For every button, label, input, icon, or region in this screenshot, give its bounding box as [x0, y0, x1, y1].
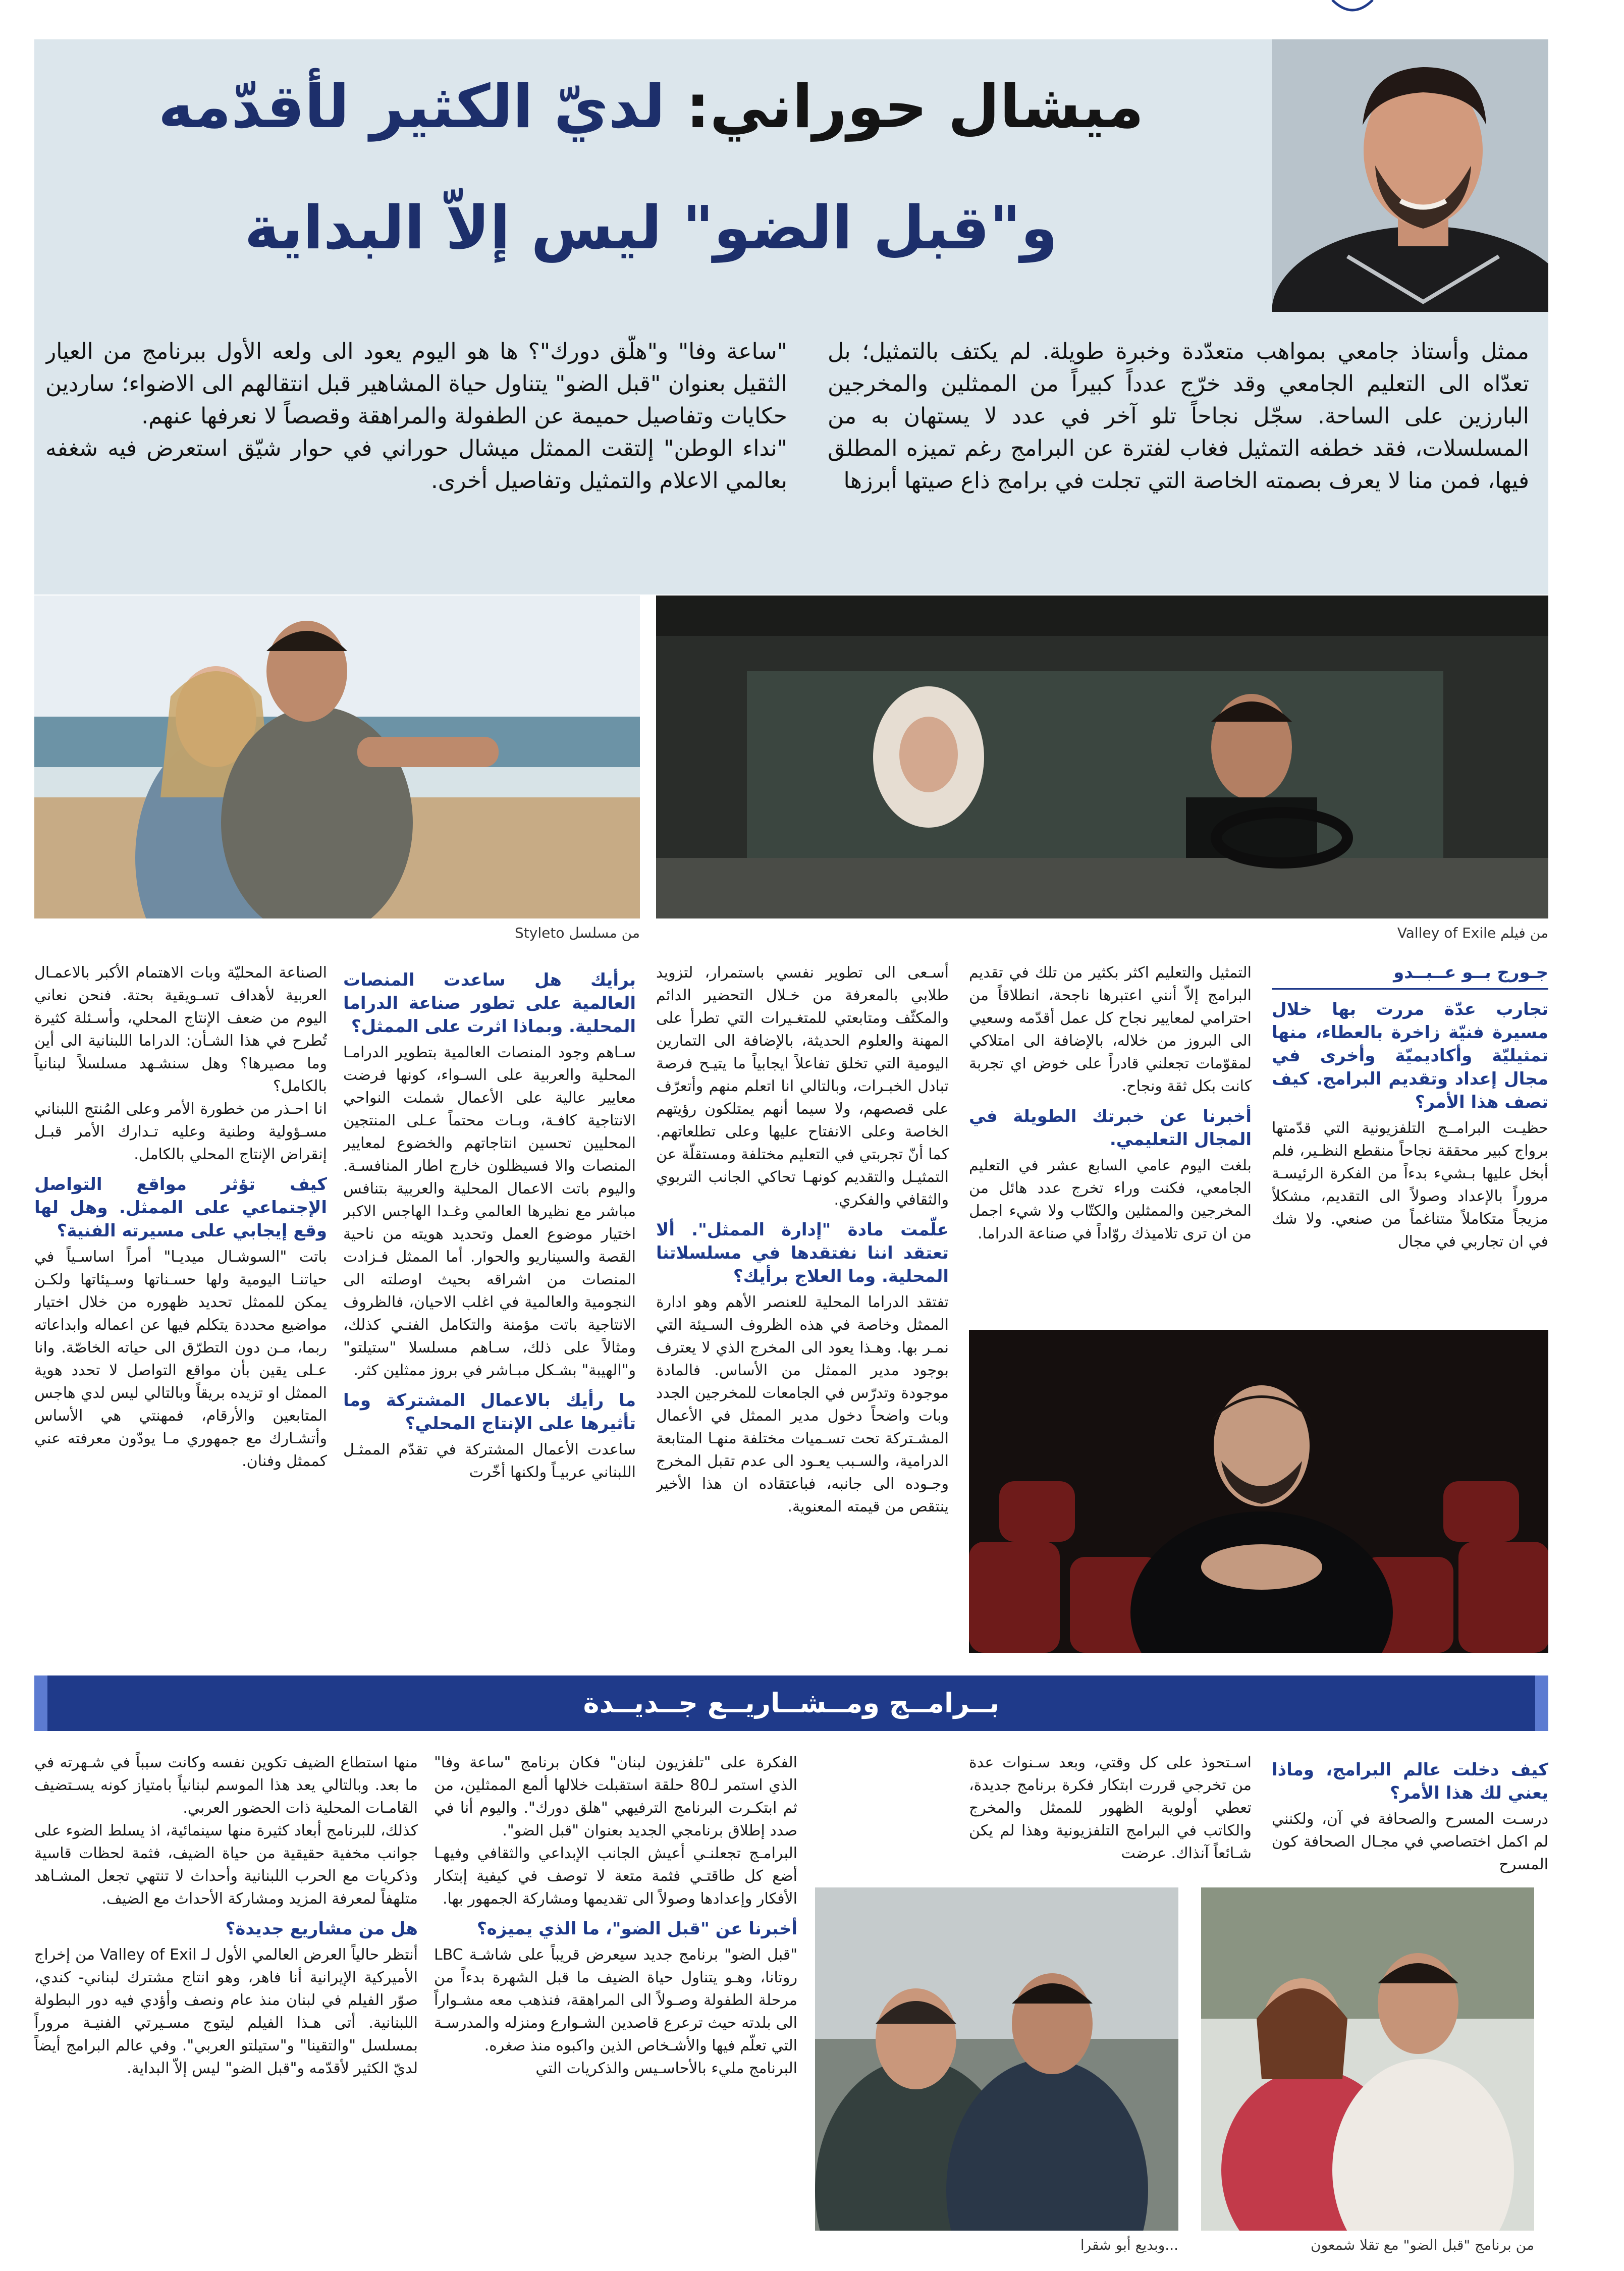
- answer-qabl-el-daw-cont: البرنامج مليء بالأحاسـيس والذكريات التي: [535, 2060, 797, 2077]
- bottom-column-3: [434, 1751, 797, 2256]
- answer-career-cont: التمثيل والتعليم اكثر بكثير من تلك في تقديم البرامج إلاّ أنني اعتبرها ناجحة، انطلاقاً من احترامي لمعايير نجاح كل عمل أقدّمه وسعيي الى البروز من خلاله، بالإضافة الى امتلاكي لمقوّمات تجعلني قادراً على خوض اي تجربة كانت بكل ثقة ونجاح.: [969, 964, 1252, 1095]
- question-platforms: برأيك هل ساعدت المنصات العالمية على تطور صناعة الدراما المحلية. وبماذا اثرت على الممثل؟: [343, 970, 636, 1037]
- intro-left-p2: "نداء الوطن" إلتقت الممثل ميشال حوراني في حوار شيّق استعرض فيه شغفه بعالمي الاعلام والتمثيل وتفاصيل أخرى.: [45, 436, 787, 494]
- caption-takla-chamoun: من برنامج "قبل الضو" مع تقلا شمعون: [1311, 2237, 1534, 2253]
- answer-program-ideas: الفكرة على "تلفزيون لبنان" فكان برنامج "ساعة وفا" الذي استمر لـ80 حلقة استقبلت خلالها ألمع الممثلين، من ثم ابتكـرت البرنامج الترفيهي "هلق دورك". واليوم أنا في صدد إطلاق برنامجي الجديد بعنوان "قبل الضو".: [434, 1754, 797, 1840]
- answer-teaching: بلغت اليوم عامي السابع عشر في التعليم الجامعي، فكنت وراء تخرج عدد هائل من المخرجين والممثلين والكتّاب ولا شيء اجمل من ان ترى تلاميذك روّاداً في صناعة الدراما.: [969, 1157, 1252, 1242]
- headline-quote: لديّ الكثير لأقدّمه: [158, 72, 666, 141]
- bottom-column-1: [1272, 1751, 1548, 1882]
- answer-cinematic-dimensions: كذلك، للبرنامج أبعاد كثيرة منها سينمائية، اذ يسلط الضوء على جوانب مخفية حقيقية من حياة الضيف، فثمة لحظات قاسية وذكريات مع الحرب اللبنانية وأحداث لا تنتهي تجعل المشـاهد متلهفاً لمعرفة المزيد ومشاركة الأحداث مع الضيف.: [34, 1822, 418, 1908]
- article-column-3: [656, 961, 949, 1653]
- question-teaching: أخبرنا عن خبرتك الطويلة في المجال التعليمي.: [969, 1106, 1252, 1150]
- answer-joint-productions: ساعدت الأعمال المشتركة في تقدّم الممثـل اللبناني عربيـاً ولكنها أخّرت: [343, 1441, 636, 1481]
- intro-left-p1: "ساعة وفا" و"هلّق دورك"؟ ها هو اليوم يعود الى ولعه الأول ببرنامج من العيار الثقيل بعنوان "قبل الضو" يتناول حياة المشاهير قبل انتقالهم الى الاضواء؛ ساردين حكايات وتفاصيل حميمة عن الطفولة والمراهقة وقصصاً لا نعرفها عنهم.: [45, 339, 787, 429]
- photo-with-takla-chamoun: [1201, 1887, 1534, 2231]
- article-column-1: [1272, 961, 1548, 1325]
- answer-program-creativity: البرامـج تجعلنـي أعيش الجانب الإبداعي والثقافي وفيهـا أضع كل طاقتـي فثمة متعة لا توصف في كيفية إبتكار الأفكار وإعدادها وصولاً الى تقديمها ومشاركة الجمهور بها.: [434, 1845, 797, 1908]
- bottom-column-4: [34, 1751, 418, 2256]
- headline-line-2: و"قبل الضو" ليس إلاّ البداية: [244, 193, 1058, 262]
- bottom-column-2: [969, 1751, 1252, 1882]
- question-qabl-el-daw: أخبرنا عن "قبل الضو"، ما الذي يميزه؟: [476, 1919, 797, 1939]
- question-social-media: كيف تؤثر مواقع التواصل الإجتماعي على الممثل. وهل لها وقع إيجابي على مسيرته الفنية؟: [34, 1174, 327, 1241]
- article-column-2: [969, 961, 1252, 1325]
- section-heading-new-projects: بــرامــج ومــشــاريــع جــديــدة: [34, 1675, 1548, 1731]
- question-enter-programs: كيف دخلت عالم البرامج، وماذا يعني لك هذا الأمر؟: [1272, 1760, 1548, 1803]
- answer-new-projects: أنتظر حالياً العرض العالمي الأول لـ Valley of Exil من إخراج الأميركية الإيرانية أنا فاهر، وهو انتاج مشترك لبناني- كندي، صوّر الفيلم في لبنان منذ عام ونصف وأؤدي فيه دور البطولة اللبنانية. أتى هـذا الفيلم ليتوج مسـيرتي الفنيـة مروراً بمسلسل "والتقينا" و"ستيلتو العربي". وفي عالم البرامج أيضاً لديّ الكثير لأقدّمه و"قبل الضو" ليس إلاّ البداية.: [34, 1946, 418, 2077]
- question-actor-direction: علّمت مادة "إدارة الممثل". ألا تعتقد اننا نفتقدها في مسلسلاتنا المحلية. وما العلاج برأيك؟: [656, 1220, 949, 1286]
- question-new-projects: هل من مشاريع جديدة؟: [225, 1919, 418, 1939]
- byline: جـورج بــو عــبــدو: [1272, 961, 1548, 990]
- answer-qabl-el-daw: "قبل الضو" برنامج جديد سيعرض قريباً على شاشـة LBC روتانا، وهـو يتناول حياة الضيف ما قبل الشهرة بدءاً من مرحلة الطفولة وصـولاً الى المراهقة، فنذهب معه مشـواراً الى بلدته حيث ترعرع قاصدين الشـوارع ومنزله والمدرسـة التي تعلّم فيها والأشـخاص الذين واكبوه منذ صغره.: [434, 1946, 797, 2054]
- intro-left-text: [45, 336, 787, 578]
- answer-career: حظيـت البرامــج التلفزيونية التي قدّمتها برواج كبير محققة نجاحاً منقطع النظـير، فلم أبخل عليها بـشيء بدءاً من الفكرة الرئيسـة مروراً بالإعداد وصولاً الى التقديم، مشكلاً مزيجاً متكاملاً متناغماً من صنعي. ولا شك في ان تجاربي في مجال: [1272, 1119, 1548, 1251]
- portrait-photo: [1272, 39, 1548, 312]
- answer-actor-direction: تفتقد الدراما المحلية للعنصر الأهم وهو ادارة الممثل وخاصة في هذه الظروف السـيئة التي نمـر بها. وهـذا يعود الى المخرج الذي لا يعترف بوجود مدير الممثل من الأساس. فالمادة موجودة وتدرّس في الجامعات للمخرجين الجدد وبات واضحاً دخول مدير الممثل في الأعمال المشـتركة تحت تسـميات مختلفة منهـا المتابعة الدرامية، والسـبب يعـود الى عدم تقبل المخرج وجـوده الى جانبه، فباعتقاده ان هذا الأخير ينتقص من قيمته المعنوية.: [656, 1293, 949, 1516]
- answer-platforms: سـاهم وجود المنصات العالمية بتطوير الدرامـا المحلية والعربية على السـواء، كونها فرضت معايير عالية على الأعمال شملت النواحي الانتاجية كافـة، وبـات محتماً عـلى المنتجين المحليين تحسين انتاجاتهم والخضوع لمعايير المنصات والا فسيظلون خارج اطار المنافسـة. واليوم باتت الاعمال المحلية والعربية بتنافس مباشر مع نظيرها العالمي وغـدا الهاجس الاكبر اختيار موضوع العمل وتحديد هويته من ناحية القصة والسيناريو والحوار. أما الممثل فـزادت المنصات من اشراقه بحيث اوصلته الى النجومية والعالمية في اغلب الاحيان، فالظروف الانتاجية باتت مؤمنة والتكامل الفنـي كذلك، ومثالاً على ذلك، سـاهم مسلسلا "ستيلتو" و"الهيبة" بشـكل مبـاشر في بروز ممثلين كثر.: [343, 1044, 636, 1379]
- styleto-photo: [34, 596, 640, 918]
- intro-right-text: ممثل وأستاذ جامعي بمواهب متعدّدة وخبرة طويلة. لم يكتف بالتمثيل؛ بل تعدّاه الى التعليم الجامعي وقد خرّج عدداً كبيراً من الممثلين والمخرجين البارزين على الساحة. سجّل نجاحاً تلو آخر في عدد لا يستهان به من المسلسلات، فقد خطفه التمثيل فغاب لفترة عن البرامج رغم تميزه المطلق فيها، فمن منا لا يعرف بصمته الخاصة التي تجلت في برامج ذاع صيتها أبرزها: [828, 339, 1529, 494]
- theater-portrait-photo: [969, 1330, 1548, 1653]
- headline-line-1: [45, 72, 1257, 141]
- answer-social-media: باتت "السوشـال ميديـا" أمراً اساسـياً في حياتنـا اليومية ولها حسـناتها وسـيئاتها ولكـن يمكن للممثل تحديد ظهوره من خلال اختيار مواضيع محددة يتكلم فيها عن اعماله وابداعاته ربما، مـن دون التطرّق الى حياته الخاصّة. وانا عـلى يقين بأن مواقع التواصل لا تحدد هوية الممثل او تزيده بريقاً وبالتالي ليس لدي هاجس المتابعين والأرقام، فمهنتي هي الأساس وأتشـارك مع جمهوري مـا يودّون معرفته عني كممثل وفنان.: [34, 1248, 327, 1470]
- answer-enter-programs-cont: اسـتحوذ على كل وقتي، وبعد سـنوات عدة من تخرجي قررت ابتكار فكرة برنامج جديدة، تعطي أولوية الظهور للممثل والمخرج والكاتب في البرامج التلفزيونية وهذا لم يكن شـائعاً آنذاك. عرضت: [969, 1754, 1252, 1862]
- answer-season-local: منها استطاع الضيف تكوين نفسه وكانت سبباً في شـهرته في ما بعد. وبالتالي يعد هذا الموسم لبنانياً بامتياز كونه يسـتضيف القامـات المحلية ذات الحضور العربي.: [34, 1754, 418, 1817]
- headline-name: ميشال حوراني:: [686, 72, 1144, 141]
- question-career: تجارب عدّة مررت بها خلال مسيرة فنيّة زاخرة بالعطاء، منها تمثيليّة وأكاديميّة وأخرى في مجال إعداد وتقديم البرامج. كيف تصف هذا الأمر؟: [1272, 999, 1548, 1112]
- valley-of-exile-photo: [656, 596, 1548, 918]
- article-column-5: [34, 961, 327, 1653]
- caption-valley: من فيلم Valley of Exile: [1397, 925, 1548, 941]
- decorative-swash: [1322, 0, 1383, 20]
- answer-teaching-cont: أسـعى الى تطوير نفسي باستمرار، لتزويد طلابي بالمعرفة من خـلال التحضير الدائم والمكثّف ومتابعتي للمتغـيرات التي تطرأ على المهنة والعلوم الحديثة، بالإضافة الى التمارين اليومية التي تخلق تفاعلاً ايجابياً ما يتيـح فرصة تبادل الخبـرات، وبالتالي انا اتعلم منهم وأتعرّف على قصصهم، ولا سيما أنهم يمتلكون رؤيتهم الخاصة وعلى الانفتاح عليها وعلى تطلعاتهم. كما أنّ تجربتي في التعليم مختلفة ومستقلّة عن التمثيـل والتقديم كونهـا تحاكي الجانب التربوي والثقافي والفكري.: [656, 964, 949, 1209]
- answer-joint-cont: الصناعة المحليّة وبات الاهتمام الأكبر بالاعمـال العربية لأهداف تسـويقية بحتة. فنحن نعاني اليوم من ضعف الإنتاج المحلي، وأسـئلة كثيرة تُطرح في هذا الشـأن: الدراما اللبنانية الى أين وما مصيرها؟ وهل سنشـهد مسلسلاً لبنانياً بالكامل؟: [34, 964, 327, 1095]
- question-joint-productions: ما رأيك بالاعمال المشتركة وما تأثيرها على الإنتاج المحلي؟: [343, 1390, 636, 1434]
- answer-joint-cont-2: انا احـذر من خطورة الأمر وعلى المُنتج اللبناني مسـؤولية وطنية وعليه تـدارك الأمر قبـل إنقراض الإنتاج المحلي بالكامل.: [34, 1100, 327, 1163]
- answer-enter-programs: درسـت المسرح والصحافة في آن، ولكنني لم اكمل اختصاصي في مجـال الصحافة كون المسرح: [1272, 1810, 1548, 1873]
- photo-with-badih-abou-chakra: [815, 1887, 1178, 2231]
- article-column-4: [343, 961, 636, 1653]
- caption-badih-abou-chakra: ...وبديع أبو شقرا: [1080, 2237, 1178, 2253]
- caption-styleto: من مسلسل Styleto: [515, 925, 640, 941]
